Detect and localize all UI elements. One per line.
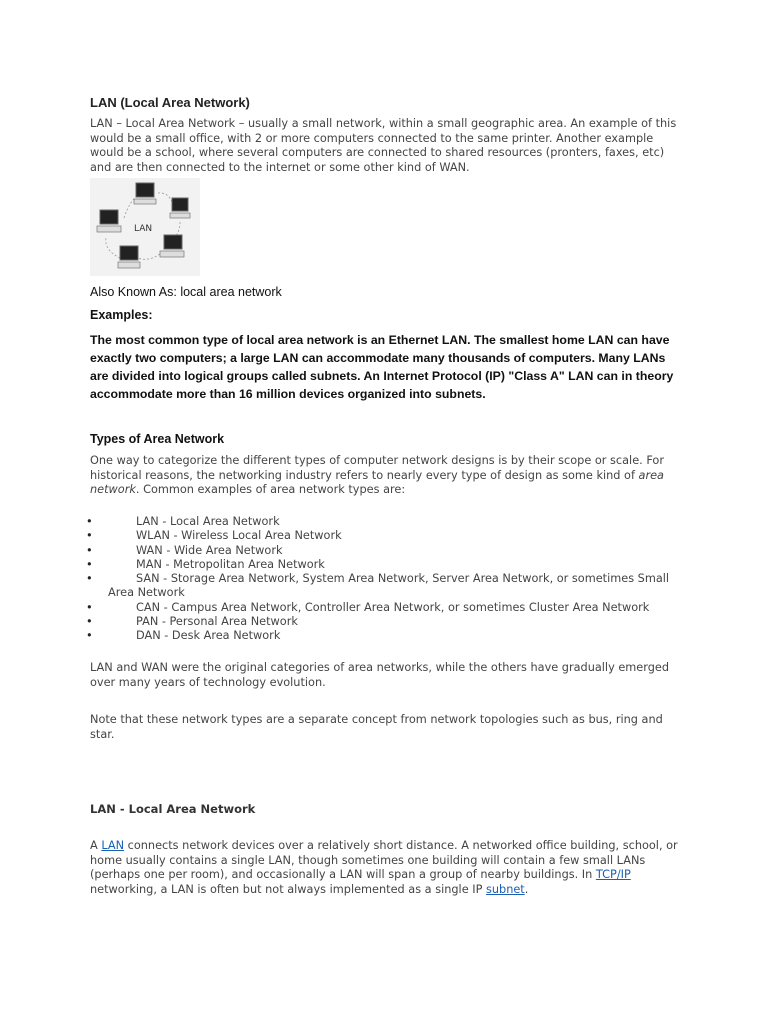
bullet: • (86, 515, 93, 528)
subnet-link[interactable]: subnet (485, 882, 525, 896)
list-item-continuation: Area Network (108, 586, 185, 600)
diagram-label: LAN (134, 224, 153, 234)
bullet: • (86, 615, 93, 629)
computer-icon-top (134, 183, 156, 204)
area-network-types-list (0, 515, 700, 644)
list-item (0, 572, 700, 601)
computer-icon-right-top (170, 198, 190, 218)
also-known-as: Also Known As: local area network (90, 285, 282, 299)
bullet: • (86, 629, 93, 643)
lan-link[interactable]: LAN (101, 839, 125, 852)
list-item-text: PAN - Personal Area Network (136, 615, 298, 629)
list-item-text: WAN - Wide Area Network (136, 543, 283, 557)
computer-icon-bottom (118, 246, 140, 268)
computer-icon-left (97, 210, 121, 232)
text-segment: A (90, 839, 102, 852)
lan-heading: LAN (Local Area Network) (90, 95, 250, 110)
list-item (0, 615, 700, 629)
lan-local-area-network-heading: LAN - Local Area Network (90, 802, 256, 816)
bullet: • (86, 572, 93, 586)
list-item (0, 601, 700, 615)
list-item-text: LAN - Local Area Network (136, 515, 280, 528)
bullet: • (86, 529, 93, 543)
types-intro-italic: area network (90, 468, 664, 496)
text-segment: . (524, 882, 529, 896)
bullet: • (86, 543, 93, 557)
list-item (0, 629, 700, 643)
types-intro-text-end: . Common examples of area network types are: (135, 483, 406, 496)
list-item-text: MAN - Metropolitan Area Network (136, 557, 325, 571)
bullet: • (86, 557, 93, 571)
tcp-ip-link[interactable]: TCP/IP (595, 868, 631, 881)
bullet: • (86, 600, 93, 614)
note-paragraph: Note that these network types are a separate concept from network topologies such as bus, ring and star. (90, 713, 663, 741)
wan-paragraph: LAN and WAN were the original categories of area networks, while the others have gradually emerged over many years of technology evolution. (90, 661, 669, 689)
list-item (0, 529, 700, 543)
list-item-text: SAN - Storage Area Network, System Area Network, Server Area Network, or sometimes Small (136, 572, 670, 586)
lan-description-paragraph (90, 839, 680, 897)
types-intro-paragraph (90, 454, 680, 498)
examples-paragraph: The most common type of local area network is an Ethernet LAN. The smallest home LAN can have exactly two computers; a large LAN can accommodate many thousands of computers. Many LANs are divided into logical groups called subnets. An Internet Protocol (IP) "Class A" LAN can in theory accommodate more than 16 million devices organized into subnets. (90, 333, 674, 401)
types-intro-text: One way to categorize the different types of computer network designs is by their scope or scale. For historical reasons, the networking industry refers to nearly every type of design as some kind of (90, 454, 664, 482)
text-segment: connects network devices over a relatively short distance. A networked office building, school, or home usually contains a single LAN, though sometimes one building will contain a few small LANs (perhaps one per room), and occasionally a LAN will span a group of nearby buildings. In (90, 839, 678, 881)
computer-icon-right-bottom (160, 235, 184, 257)
list-item (0, 515, 700, 529)
text-segment: networking, a LAN is often but not always implemented as a single IP (90, 882, 486, 896)
list-item-text: DAN - Desk Area Network (136, 629, 281, 643)
list-item (0, 544, 700, 558)
types-heading: Types of Area Network (90, 432, 225, 446)
list-item-text: WLAN - Wireless Local Area Network (136, 529, 342, 543)
lan-diagram (90, 178, 200, 276)
examples-heading: Examples: (90, 308, 153, 322)
list-item (0, 558, 700, 572)
lan-intro-paragraph: LAN – Local Area Network – usually a small network, within a small geographic area. An example of this would be a small office, with 2 or more computers connected to the same printer. Another example would be a school, where several computers are connected to shared resources (pronters, faxes, etc) and are then connected to the internet or some other kind of WAN. (90, 117, 677, 174)
list-item-text: CAN - Campus Area Network, Controller Area Network, or sometimes Cluster Area Network (136, 600, 650, 614)
